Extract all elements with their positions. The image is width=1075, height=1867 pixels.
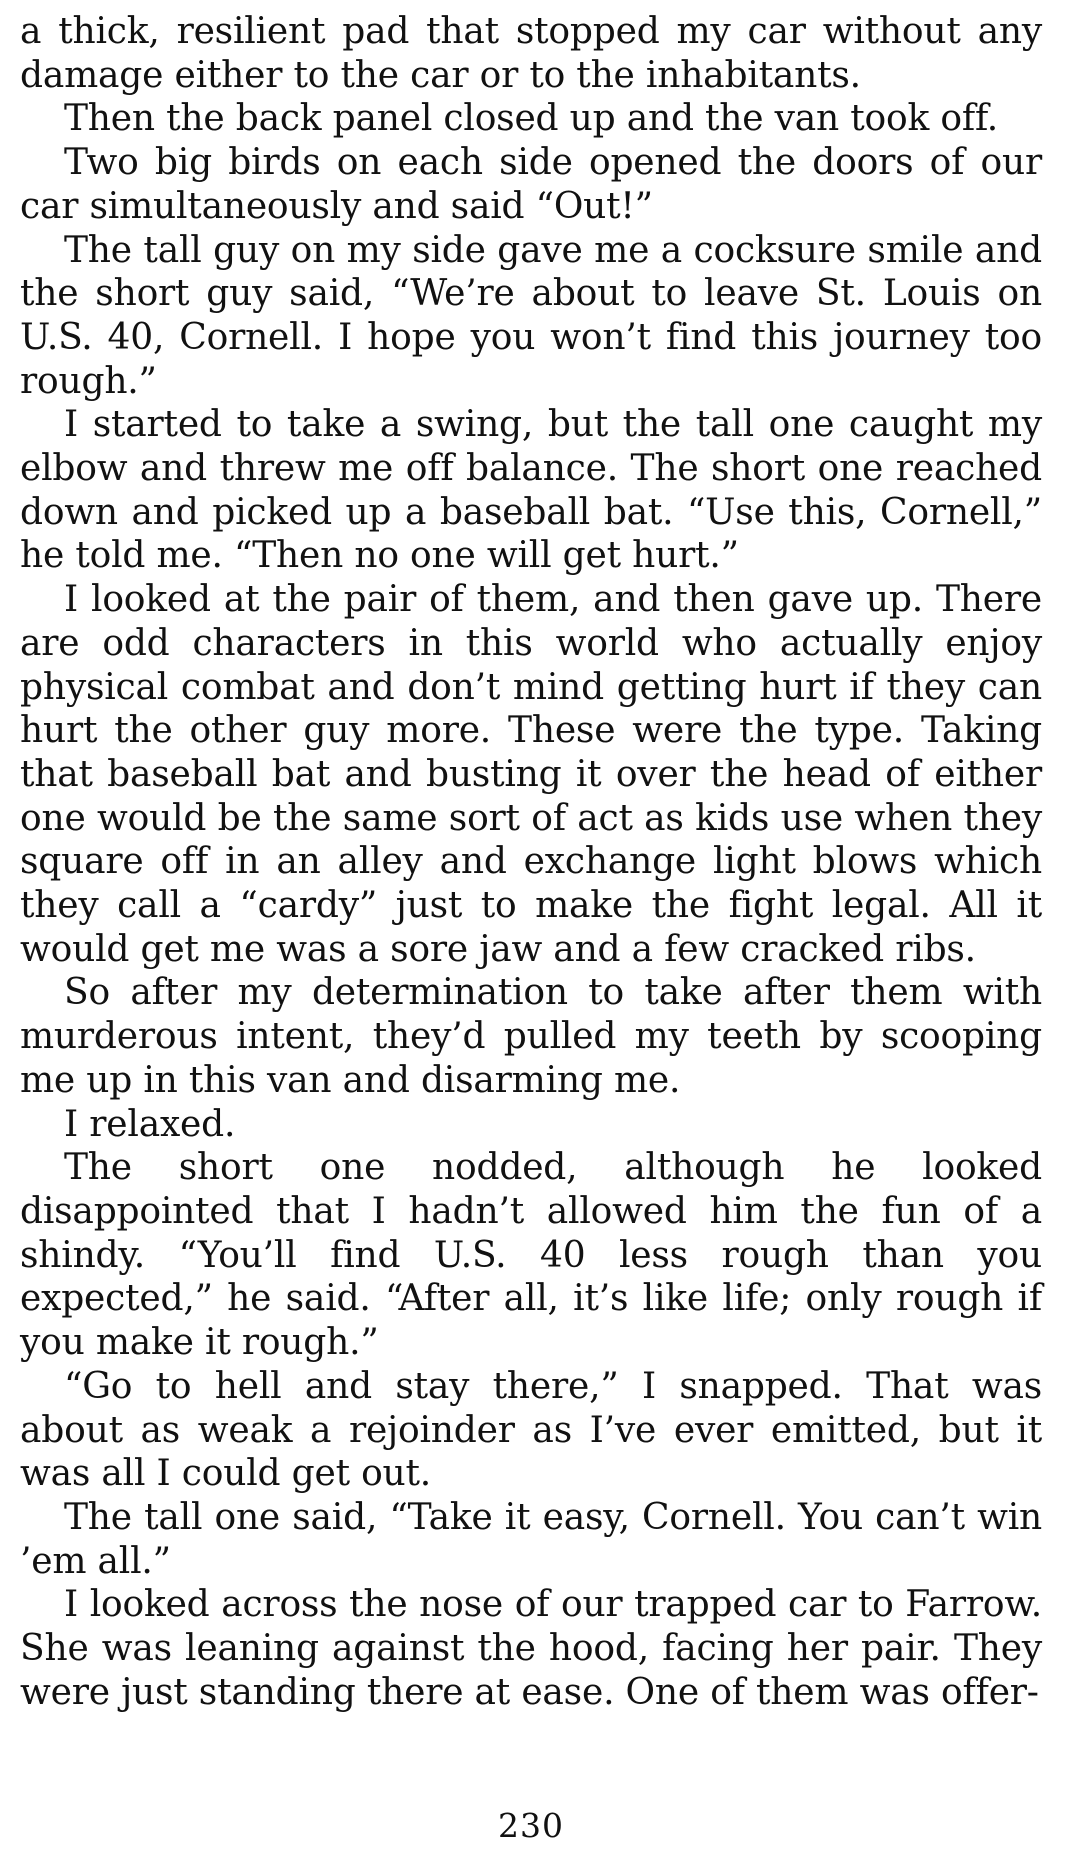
paragraph-4: The tall guy on my side gave me a cocksure smile and the short guy said, “We’re about to leave St. Louis on U.S. 40, Cornell. I hope you won’t find this journey too rough.” xyxy=(20,229,1042,402)
paragraph-5: I started to take a swing, but the tall one caught my elbow and threw me off balance. The short one reached down and picked up a baseball bat. “Use this, Cornell,” he told me. “Then no one will get hurt.” xyxy=(20,404,1042,577)
paragraph-3: Two big birds on each side opened the doors of our car simultaneously and said “Out!” xyxy=(20,142,1042,227)
book-page xyxy=(20,10,1042,1850)
paragraph-6: I looked at the pair of them, and then gave up. There are odd characters in this world who actually enjoy physical combat and don’t mind getting hurt if they can hurt the other guy more. These were the type. Taking that baseball bat and busting it over the head of either one would be the same sort of act as kids use when they square off in an alley and exchange light blows which they call a “cardy” just to make the fight legal. All it would get me was a sore jaw and a few cracked ribs. xyxy=(20,579,1042,970)
paragraph-9: The short one nodded, although he looked disappointed that I hadn’t allowed him the fun of a shindy. “You’ll find U.S. 40 less rough than you expected,” he said. “After all, it’s like life; only rough if you make it rough.” xyxy=(20,1147,1042,1364)
paragraph-2: Then the back panel closed up and the van took off. xyxy=(64,98,999,140)
paragraph-7: So after my determination to take after them with murderous intent, they’d pulled my teeth by scooping me up in this van and disarming me. xyxy=(20,972,1042,1101)
body-text xyxy=(20,10,1042,1714)
paragraph-12: I looked across the nose of our trapped car to Farrow. She was leaning against the hood, facing her pair. They were just standing there at ease. One of them was offer- xyxy=(20,1584,1042,1713)
paragraph-10: “Go to hell and stay there,” I snapped. That was about as weak a rejoinder as I’ve ever emitted, but it was all I could get out. xyxy=(20,1365,1042,1495)
paragraph-8: I relaxed. xyxy=(64,1103,236,1145)
paragraph-1: a thick, resilient pad that stopped my car without any damage either to the car or to the inhabitants. xyxy=(20,11,1042,96)
page-number: 230 xyxy=(498,1806,564,1845)
paragraph-11: The tall one said, “Take it easy, Cornell. You can’t win ’em all.” xyxy=(20,1496,1042,1582)
